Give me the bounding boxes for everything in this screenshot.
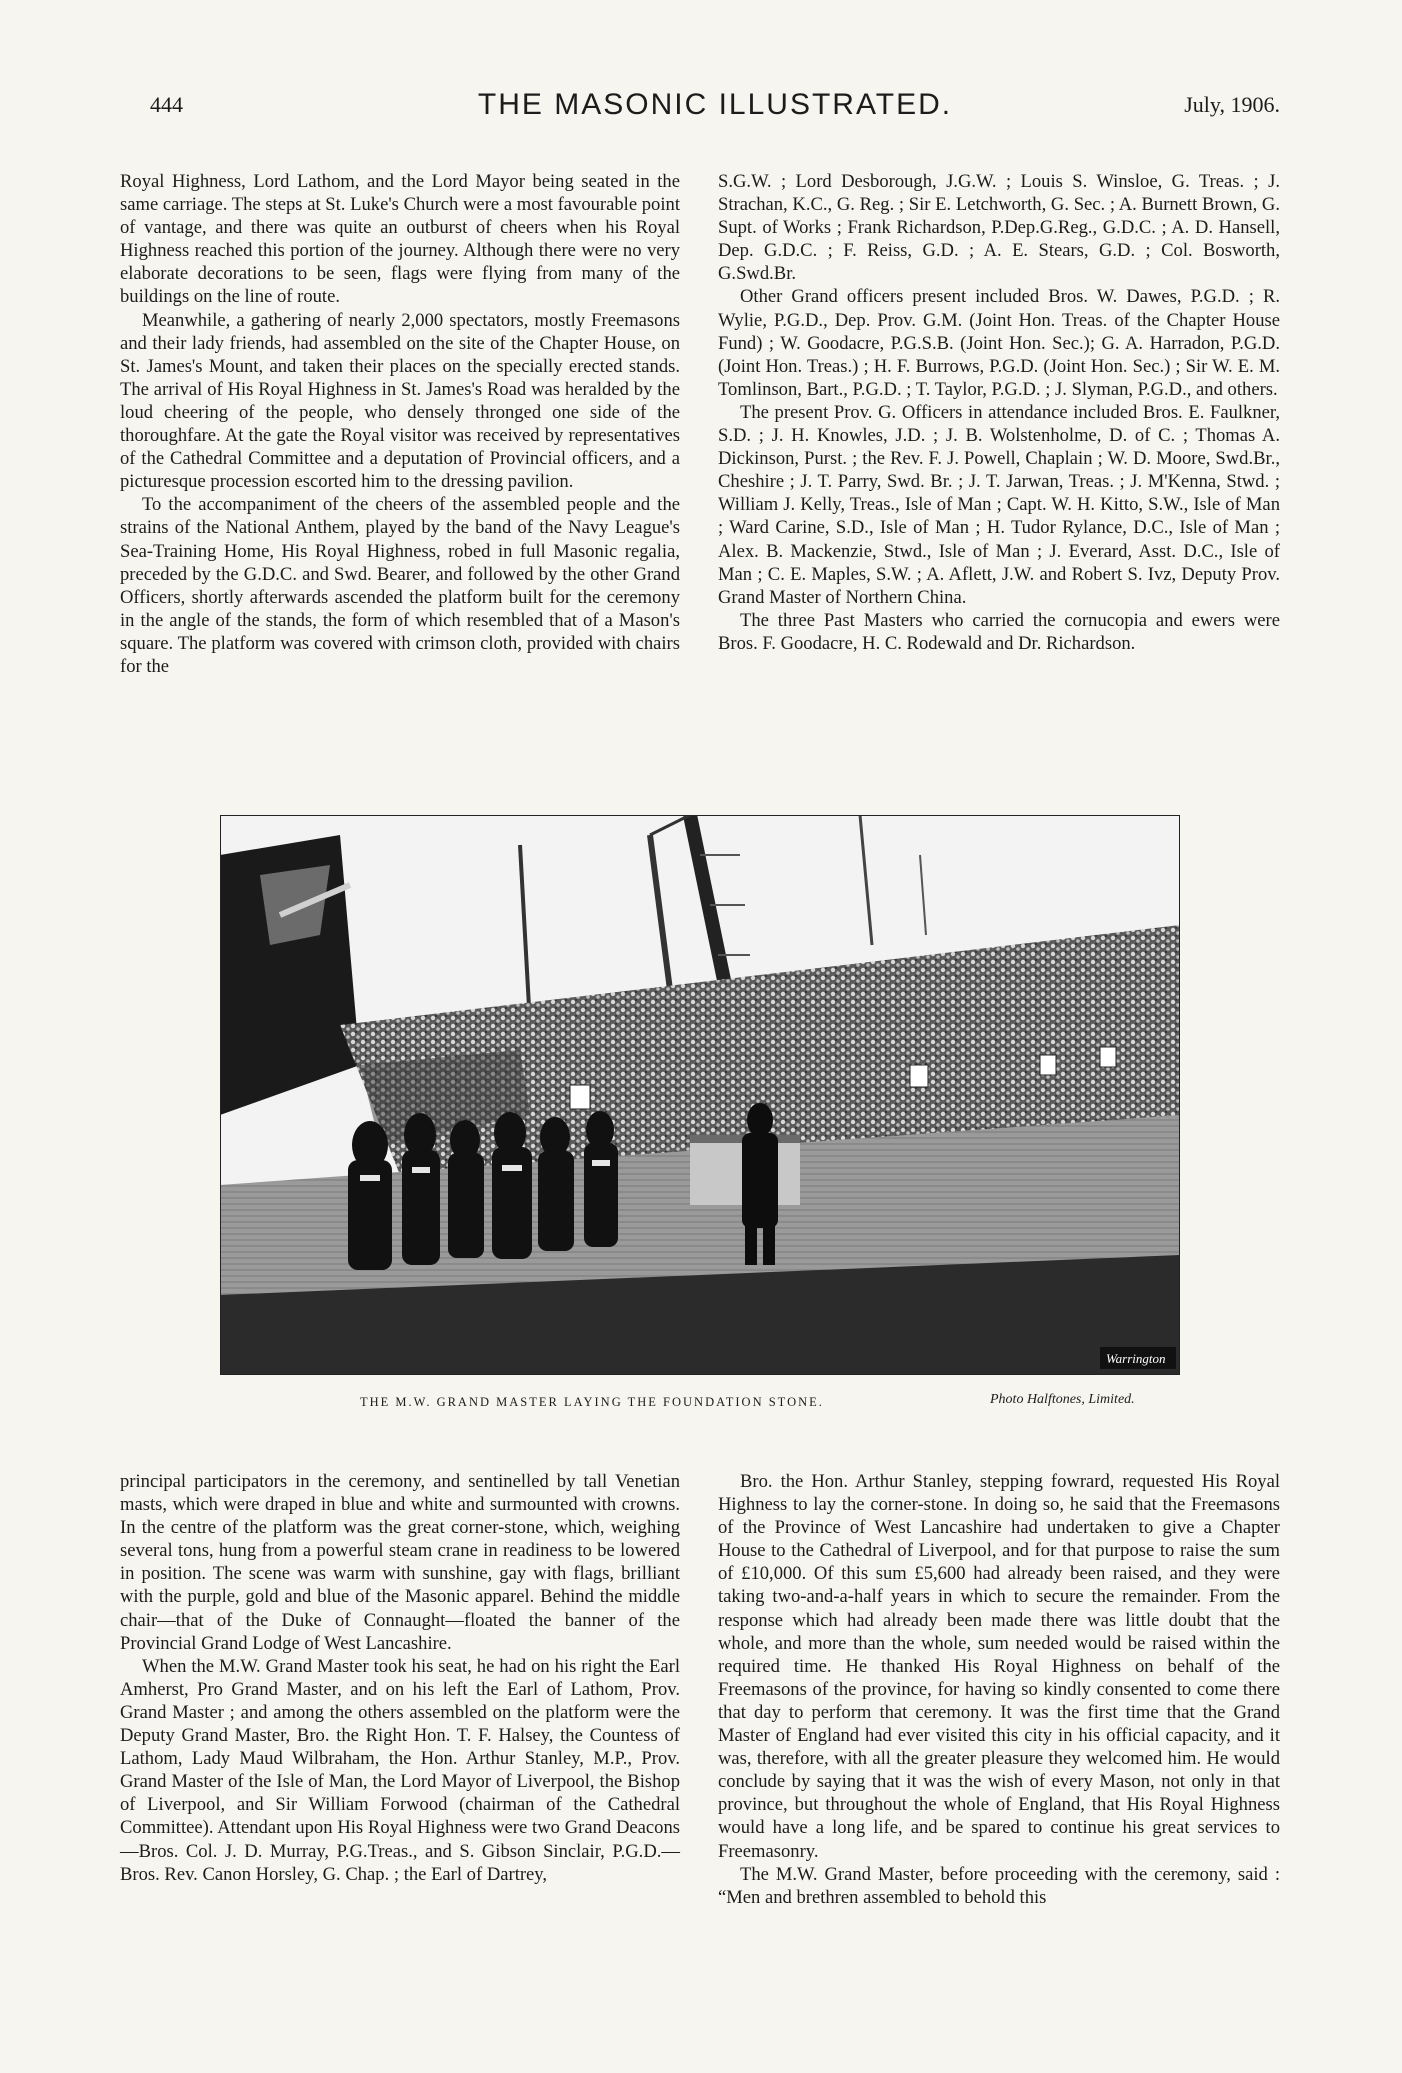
halftone-photograph bbox=[220, 815, 1180, 1375]
column-top-right bbox=[718, 170, 1280, 655]
issue-date: July, 1906. bbox=[1184, 92, 1280, 117]
paragraph: When the M.W. Grand Master took his seat, he had on his right the Earl Amherst, Pro Grand Master, and on his left the Earl of Lathom, Prov. Grand Master ; and among the others assembled on the platform were the Deputy Grand Master, Bro. the Right Hon. T. F. Halsey, the Countess of Lathom, Lady Maud Wilbraham, the Hon. Arthur Stanley, M.P., Prov. Grand Master of the Isle of Man, the Lord Mayor of Liverpool, the Bishop of Liverpool, and Sir William Forwood (chairman of the Cathedral Committee). Attendant upon His Royal Highness were two Grand Deacons—Bros. Col. J. D. Murray, P.G.Treas., and S. Gibson Sinclair, P.G.D.—Bros. Rev. Canon Horsley, G. Chap. ; the Earl of Dartrey, bbox=[120, 1655, 680, 1885]
paragraph: The three Past Masters who carried the cornucopia and ewers were Bros. F. Goodacre, H. C. Rodewald and Dr. Richardson. bbox=[718, 609, 1280, 654]
paragraph: S.G.W. ; Lord Desborough, J.G.W. ; Louis S. Winsloe, G. Treas. ; J. Strachan, K.C., G. Reg. ; Sir E. Letchworth, G. Sec. ; A. Burnett Brown, G. Supt. of Works ; Frank Richardson, P.Dep.G.Reg., G.D.C. ; A. D. Hansell, Dep. G.D.C. ; F. Reiss, G.D. ; A. E. Stears, G.D. ; Col. Bosworth, G.Swd.Br. bbox=[718, 171, 1280, 285]
photo-caption: THE M.W. GRAND MASTER LAYING THE FOUNDATION STONE. bbox=[360, 1395, 824, 1409]
paragraph: Meanwhile, a gathering of nearly 2,000 spectators, mostly Freemasons and their lady friends, had assembled on the site of the Chapter House, on St. James's Mount, and taken their places on the specially erected stands. The arrival of His Royal Highness in St. James's Road was heralded by the loud cheering of the people, who densely thronged one side of the thoroughfare. At the gate the Royal visitor was received by representatives of the Cathedral Committee and a deputation of Provincial officers, and a picturesque procession escorted him to the dressing pavilion. bbox=[120, 309, 680, 493]
paragraph: principal participators in the ceremony, and sentinelled by tall Venetian masts, which were draped in blue and white and surmounted with crowns. In the centre of the platform was the great corner-stone, which, weighing several tons, hung from a powerful steam crane in readiness to be lowered in position. The scene was warm with sunshine, gay with flags, brilliant with the purple, gold and blue of the Masonic apparel. Behind the middle chair—that of the Duke of Connaught—floated the banner of the Provincial Grand Lodge of West Lancashire. bbox=[120, 1471, 680, 1654]
column-bottom-left bbox=[120, 1470, 680, 1886]
paragraph: Other Grand officers present included Bros. W. Dawes, P.G.D. ; R. Wylie, P.G.D., Dep. Prov. G.M. (Joint Hon. Treas. of the Chapter House Fund) ; W. Goodacre, P.G.S.B. (Joint Hon. Sec.); G. A. Harradon, P.G.D. (Joint Hon. Treas.) ; H. F. Burrows, P.G.D. (Joint Hon. Sec.) ; Sir W. E. M. Tomlinson, Bart., P.G.D. ; T. Taylor, P.G.D. ; J. Slyman, P.G.D., and others. bbox=[718, 286, 1280, 400]
paragraph: To the accompaniment of the cheers of the assembled people and the strains of the National Anthem, played by the band of the Navy League's Sea-Training Home, His Royal Highness, robed in full Masonic regalia, preceded by the G.D.C. and Swd. Bearer, and followed by the other Grand Officers, shortly afterwards ascended the platform built for the ceremony in the angle of the stands, the form of which resembled that of a Mason's square. The platform was covered with crimson cloth, provided with chairs for the bbox=[120, 494, 680, 677]
paragraph: The M.W. Grand Master, before proceeding with the ceremony, said : “Men and brethren assembled to behold this bbox=[718, 1863, 1280, 1908]
page-number: 444 bbox=[150, 92, 183, 117]
column-top-left bbox=[120, 170, 680, 678]
photographer-signature: Warrington bbox=[1106, 1351, 1166, 1366]
publication-title: THE MASONIC ILLUSTRATED. bbox=[477, 88, 953, 121]
paragraph: The present Prov. G. Officers in attendance included Bros. E. Faulkner, S.D. ; J. H. Knowles, J.D. ; J. B. Wolstenholme, D. of C. ; Thomas A. Dickinson, Purst. ; the Rev. F. J. Powell, Chaplain ; W. D. Moore, Swd.Br., Cheshire ; J. T. Parry, Swd. Br. ; J. T. Jarwan, Treas. ; J. M'Kenna, Stwd. ; William J. Kelly, Treas., Isle of Man ; Capt. W. H. Kitto, S.W., Isle of Man ; Ward Carine, S.D., Isle of Man ; H. Tudor Rylance, D.C., Isle of Man ; Alex. B. Mackenzie, Stwd., Isle of Man ; J. Everard, Asst. D.C., Isle of Man ; C. E. Maples, S.W. ; A. Aflett, J.W. and Robert S. Ivz, Deputy Prov. Grand Master of Northern China. bbox=[718, 401, 1280, 608]
column-bottom-right bbox=[718, 1470, 1280, 1909]
photo-credit: Photo Halftones, Limited. bbox=[990, 1392, 1135, 1407]
running-header bbox=[150, 88, 1280, 128]
paragraph: Bro. the Hon. Arthur Stanley, stepping fowrard, requested His Royal Highness to lay the corner-stone. In doing so, he said that the Freemasons of the Province of West Lancashire had undertaken to give a Chapter House to the Cathedral of Liverpool, and for that purpose to raise the sum of £10,000. Of this sum £5,600 had already been raised, and they were taking two-and-a-half years in which to secure the remainder. From the response which had already been made there was little doubt that the whole, and more than the whole, sum needed would be raised within the required time. He thanked His Royal Highness on behalf of the Freemasons of the province, for having so kindly consented to come there that day to perform that ceremony. It was the first time that the Grand Master of England had ever visited this city in his official capacity, and it was, therefore, with all the greater pleasure they welcomed him. He would conclude by saying that it was the wish of every Mason, not only in that province, but throughout the whole of England, that His Royal Highness would have a long life, and be spared to continue his great services to Freemasonry. bbox=[718, 1471, 1280, 1862]
paragraph: Royal Highness, Lord Lathom, and the Lord Mayor being seated in the same carriage. The steps at St. Luke's Church were a most favourable point of vantage, and there was quite an outburst of cheers when his Royal Highness reached this portion of the journey. Although there were no very elaborate decorations to be seen, flags were flying from many of the buildings on the line of route. bbox=[120, 171, 680, 308]
